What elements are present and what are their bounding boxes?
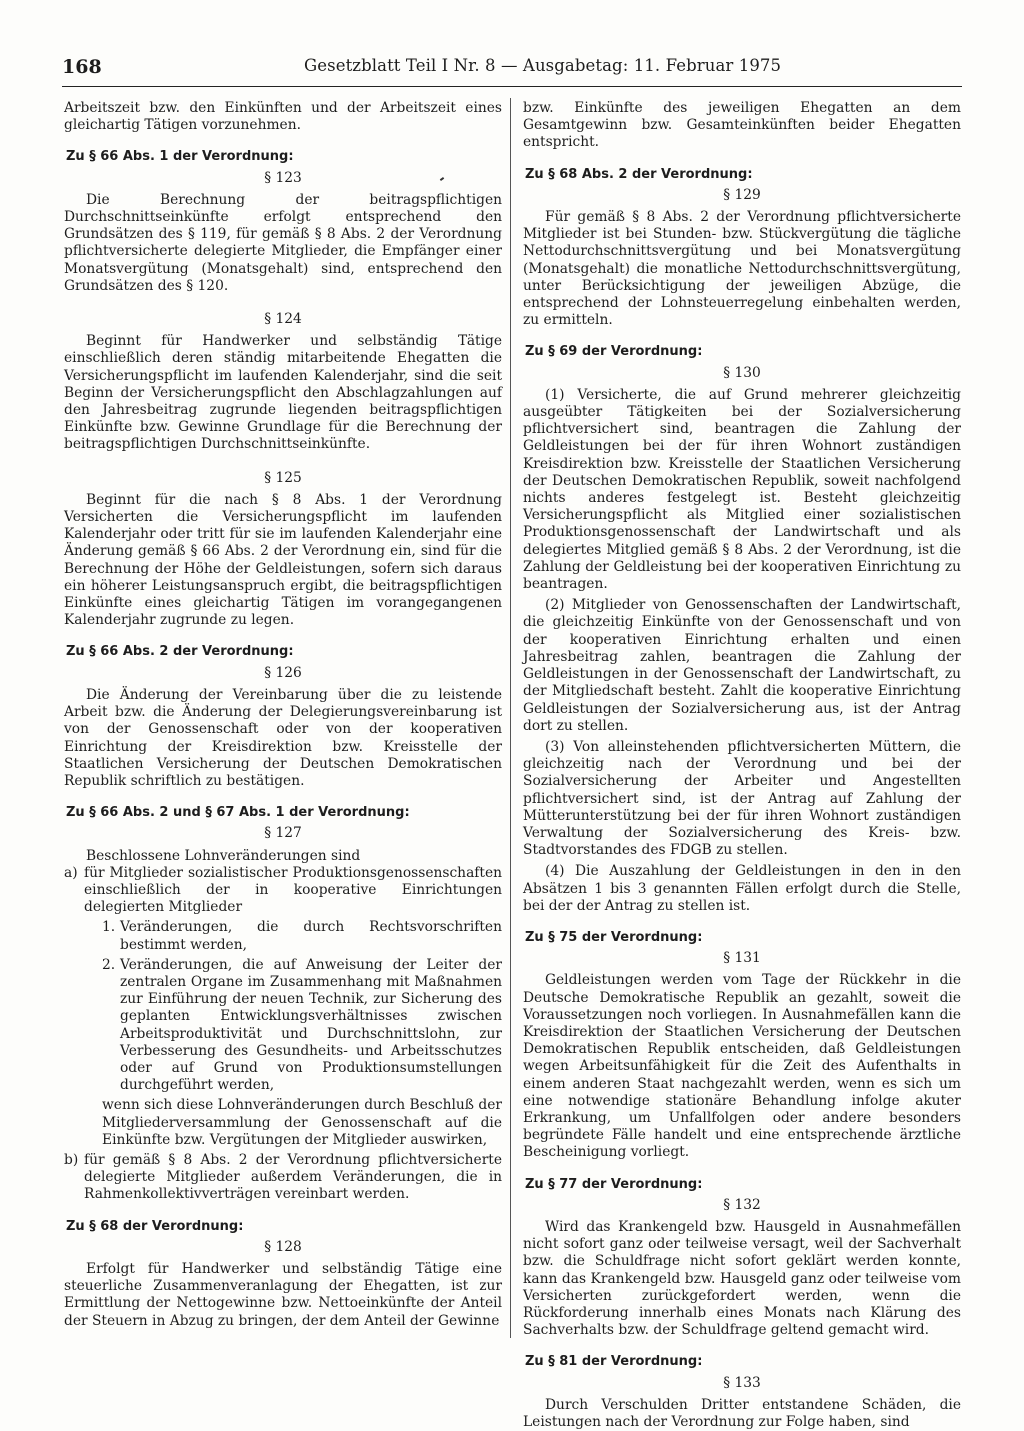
section-number: § 130	[723, 364, 761, 381]
paragraph: (2) Mitglieder von Genossenschaften der Landwirtschaft, die gleichzeitig Einkünfte von der Genossenschaft und von der kooperativen Einrichtung erhalten und einen Jahresbeitrag zahlen, beantragen die Zahlung der Geldleistungen in der Genossenschaft der Landwirtschaft, zu der Mitgliedschaft besteht. Zahlt die kooperative Einrichtung Geldleistungen der Sozialversicherung aus, ist der Antrag dort zu stellen.	[523, 597, 961, 734]
list-continuation: wenn sich diese Lohnveränderungen durch Beschluß der Mitgliederversammlung der Genossenschaft auf die Einkünfte bzw. Vergütungen der Mitglieder auswirken,	[102, 1097, 503, 1148]
paragraph: Geldleistungen werden vom Tage der Rückkehr in die Deutsche Demokratische Republik an gezahlt, soweit die Voraussetzungen noch vorliegen. In Ausnahmefällen kann die Kreisdirektion der Staatlichen Versicherung der Deutschen Demokratischen Republik entscheiden, daß Geldleistungen wegen Arbeitsunfähigkeit für die Zeit des Aufenthalts in einem anderen Staat nachgezahlt werden, wenn es sich um eine notwendige stationäre Behandlung infolge akuter Erkrankung, um Unfallfolgen oder andere besonders begründete Fälle handelt und eine entsprechende ärztliche Bescheinigung vorliegt.	[523, 972, 961, 1161]
section-number: § 123	[264, 169, 302, 186]
paragraph: bzw. Einkünfte des jeweiligen Ehegatten an dem Gesamtgewinn bzw. Gesamteinkünften beider Ehegatten entspricht.	[523, 100, 961, 151]
section-number: § 133	[723, 1374, 761, 1391]
section-number: § 129	[723, 186, 761, 203]
list-marker: 2.	[102, 956, 116, 973]
section-heading: Zu § 75 der Verordnung:	[525, 929, 703, 945]
paragraph: Die Berechnung der beitragspflichtigen Durchschnittseinkünfte erfolgt entsprechend den Grundsätzen des § 119, für gemäß § 8 Abs. 2 der Verordnung pflichtversicherte delegierte Mitglieder, die Empfänger einer Monatsvergütung (Monatsgehalt) sind, entsprechend den Grundsätzen des § 120.	[64, 191, 502, 294]
section-heading: Zu § 68 der Verordnung:	[66, 1218, 244, 1234]
section-number: § 127	[264, 825, 302, 842]
list-item	[64, 865, 502, 917]
section-number: § 124	[264, 311, 302, 328]
list-item-text: Veränderungen, die auf Anweisung der Leiter der zentralen Organe im Zusammenhang mit Maßnahmen zur Einführung der neuen Technik, zur Sicherung des geplanten Entwicklungsverhältnisses zwischen Arbeitsproduktivität und Durchschnittslohn, zur Verbesserung des Gesundheits- und Arbeitsschutzes oder auf Grund von Produktionsumstellungen durchgeführt werden,	[120, 956, 502, 1094]
section-heading: Zu § 66 Abs. 1 der Verordnung:	[66, 149, 294, 165]
header-rule	[62, 86, 962, 87]
sub-list-item	[64, 919, 502, 953]
paragraph: Wird das Krankengeld bzw. Hausgeld in Ausnahmefällen nicht sofort ganz oder teilweise versagt, weil der Sachverhalt bzw. die Schuldfrage nicht sofort geklärt werden konnte, kann das Krankengeld bzw. Hausgeld ganz oder teilweise vom Versicherten zurückgefordert werden, wenn die Rückforderung innerhalb eines Monats nach Klärung des Sachverhalts bzw. der Schuldfrage geltend gemacht wird.	[523, 1218, 961, 1339]
paragraph: Durch Verschulden Dritter entstandene Schäden, die Leistungen nach der Verordnung zur Folge haben, sind	[523, 1396, 961, 1431]
section-number: § 132	[723, 1196, 761, 1213]
list-item-text: für Mitglieder sozialistischer Produktionsgenossenschaften einschließlich der in kooperative Einrichtungen delegierten Mitglieder	[84, 864, 502, 916]
section-number: § 131	[723, 950, 761, 967]
section-number: § 128	[264, 1238, 302, 1255]
paragraph: Erfolgt für Handwerker und selbständig Tätige eine steuerliche Zusammenveranlagung der Ehegatten, ist zur Ermittlung der Nettogewinne bzw. Nettoeinkünfte der Anteil der Steuern in Abzug zu bringen, der dem Anteil der Gewinne	[64, 1260, 502, 1329]
sub-list-item	[64, 957, 502, 1095]
section-heading: Zu § 68 Abs. 2 der Verordnung:	[525, 166, 753, 182]
paragraph: Beschlossene Lohnveränderungen sind	[86, 847, 361, 864]
page-header	[62, 56, 962, 86]
list-item-text: für gemäß § 8 Abs. 2 der Verordnung pflichtversicherte delegierte Mitglieder außerdem Veränderungen, die in Rahmenkollektivverträgen vereinbart werden.	[84, 1151, 502, 1203]
paragraph: Beginnt für die nach § 8 Abs. 1 der Verordnung Versicherten die Versicherungspflicht im laufenden Kalenderjahr oder tritt für sie im laufenden Kalenderjahr eine Änderung gemäß § 66 Abs. 2 der Verordnung ein, sind für die Berechnung der Höhe der Geldleistungen, sofern sich daraus ein höherer Leistungsanspruch ergibt, die beitragspflichtigen Einkünfte eines gleichartig Tätigen im vorangegangenen Kalenderjahr zugrunde zu legen.	[64, 491, 502, 629]
paragraph: (3) Von alleinstehenden pflichtversicherten Müttern, die gleichzeitig nach der Verordnung und bei der Sozialversicherung der Arbeiter und Angestellten pflichtversichert sind, ist der Antrag auf Zahlung der Mütterunterstützung bei der für ihren Wohnort zuständigen Verwaltung der Sozialversicherung des Kreis- bzw. Stadtvorstandes des FDGB zu stellen.	[523, 738, 961, 859]
section-heading: Zu § 66 Abs. 2 und § 67 Abs. 1 der Verordnung:	[66, 805, 410, 821]
list-marker: a)	[64, 864, 78, 881]
list-marker: b)	[64, 1151, 79, 1168]
list-marker: 1.	[102, 919, 116, 936]
section-heading: Zu § 77 der Verordnung:	[525, 1176, 703, 1192]
paragraph: (1) Versicherte, die auf Grund mehrerer gleichzeitig ausgeübter Tätigkeiten bei der Sozialversicherung pflichtversichert sind, beantragen die Zahlung der Geldleistungen bei der für ihren Wohnort zuständigen Kreisdirektion bzw. Kreisstelle der Staatlichen Versicherung der Deutschen Demokratischen Republik, soweit nachfolgend nichts anderes festgelegt ist. Besteht gleichzeitig Versicherungspflicht als Mitglied einer sozialistischen Produktionsgenossenschaft der Landwirtschaft und als delegiertes Mitglied gemäß § 8 Abs. 2 der Verordnung, ist die Zahlung der Geldleistung bei der kooperativen Einrichtung zu beantragen.	[523, 386, 961, 593]
header-title: Gesetzblatt Teil I Nr. 8 — Ausgabetag: 11. Februar 1975	[304, 56, 782, 75]
column-divider	[510, 98, 511, 1338]
right-column	[523, 100, 961, 1431]
section-heading: Zu § 66 Abs. 2 der Verordnung:	[66, 644, 294, 660]
paragraph: (4) Die Auszahlung der Geldleistungen in den in den Absätzen 1 bis 3 genannten Fällen erfolgt durch die Stelle, bei der der Antrag zu stellen ist.	[523, 863, 961, 914]
paragraph: Arbeitszeit bzw. den Einkünften und der Arbeitszeit eines gleichartig Tätigen vorzunehmen.	[64, 100, 502, 134]
list-item	[64, 1152, 502, 1204]
section-heading: Zu § 69 der Verordnung:	[525, 344, 703, 360]
paragraph: Beginnt für Handwerker und selbständig Tätige einschließlich deren ständig mitarbeitende Ehegatten die Versicherungspflicht im laufenden Kalenderjahr, sind die seit Beginn der Versicherungspflicht den Abschlagzahlungen auf den Jahresbeitrag zugrunde liegenden beitragspflichtigen Einkünfte bzw. Gewinne Grundlage für die Berechnung der beitragspflichtigen Durchschnittseinkünfte.	[64, 333, 502, 453]
paragraph: Die Änderung der Vereinbarung über die zu leistende Arbeit bzw. die Änderung der Delegierungsvereinbarung ist von der Genossenschaft oder von der kooperativen Einrichtung der Kreisdirektion bzw. Kreisstelle der Staatlichen Versicherung der Deutschen Demokratischen Republik schriftlich zu bestätigen.	[64, 686, 502, 789]
section-number: § 125	[264, 469, 302, 486]
left-column	[64, 100, 502, 1330]
page-number: 168	[62, 56, 102, 78]
section-number: § 126	[264, 664, 302, 681]
list-item-text: Veränderungen, die durch Rechtsvorschriften bestimmt werden,	[120, 919, 502, 953]
paragraph: Für gemäß § 8 Abs. 2 der Verordnung pflichtversicherte Mitglieder ist bei Stunden- bzw. Stückvergütung die tägliche Nettodurchschnittsvergütung und bei Monatsvergütung (Monatsgehalt) die monatliche Nettodurchschnittsvergütung, unter Berücksichtigung der jeweiligen Abzüge, die entsprechend der Lohnsteuerregelung einbehalten werden, zu ermitteln.	[523, 209, 961, 329]
section-heading: Zu § 81 der Verordnung:	[525, 1354, 703, 1370]
